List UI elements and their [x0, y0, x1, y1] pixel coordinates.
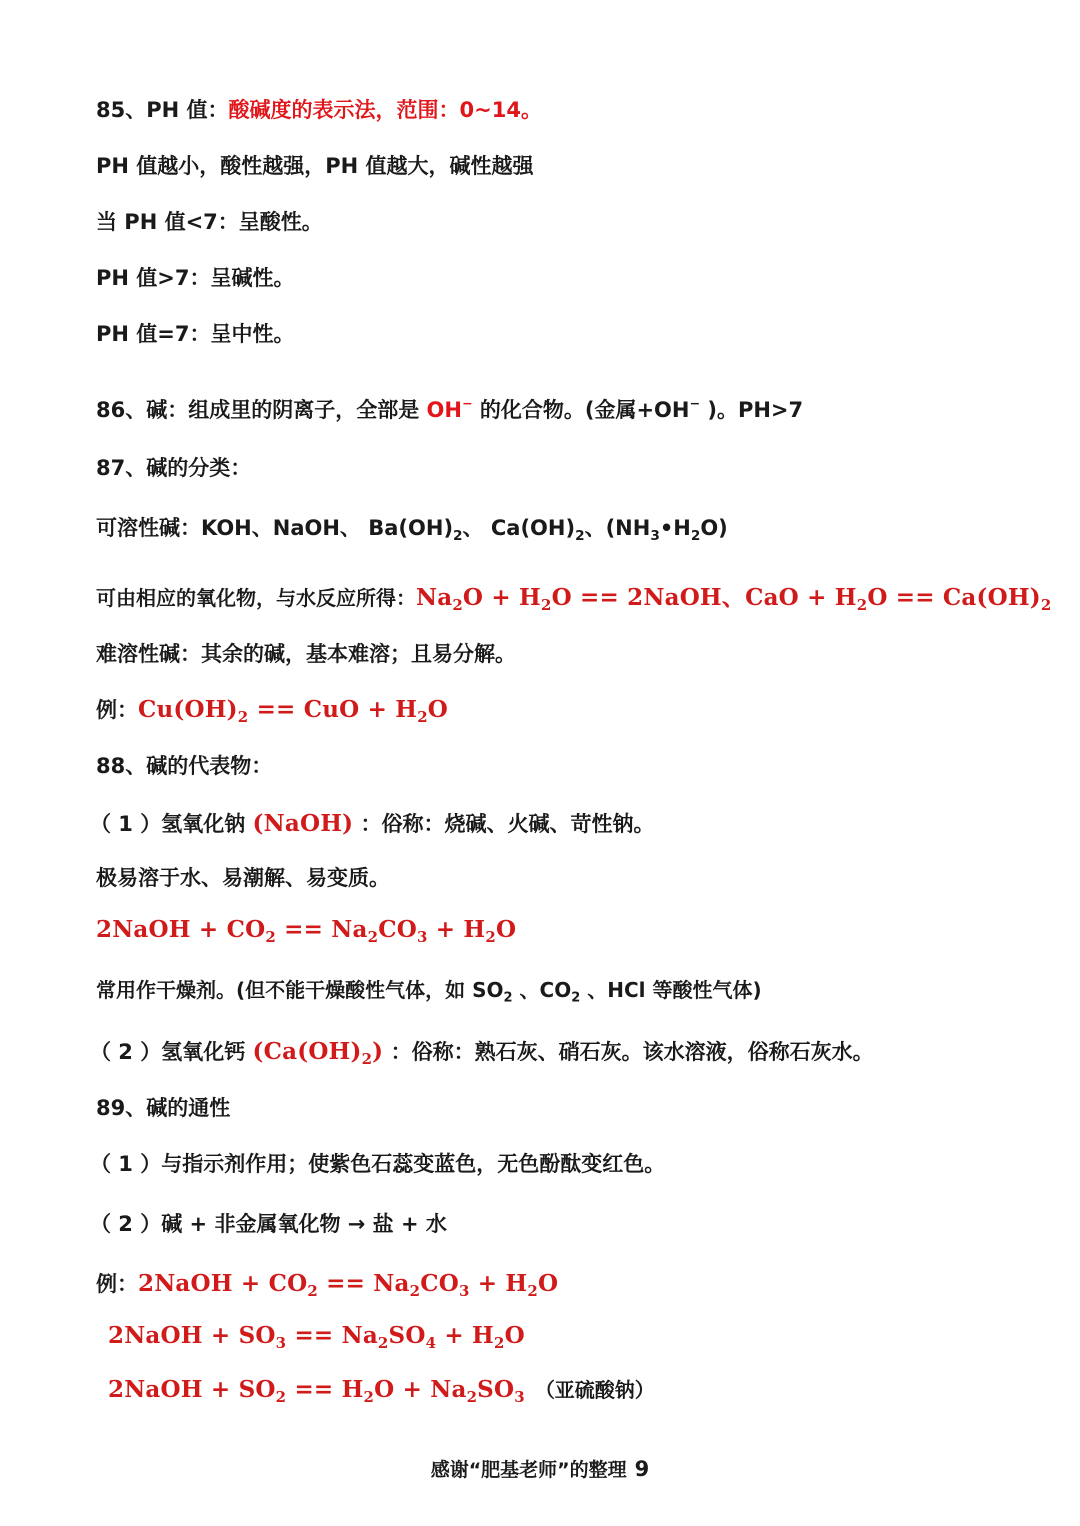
decomposition-example-line	[96, 696, 449, 727]
sodium-sulfite-note: （亚硫酸钠）	[534, 1378, 655, 1402]
naoh-common-names: ：俗称：烧碱、火碱、苛性钠。	[353, 812, 655, 836]
eq-part: == CuO + H	[248, 696, 418, 723]
page-number: 9	[634, 1457, 650, 1481]
eq-part: == H	[286, 1376, 364, 1403]
eq-part: O	[495, 916, 517, 943]
eq-part: == Na	[275, 916, 368, 943]
caoh-common-names: ：俗称：熟石灰、硝石灰。该水溶液，俗称石灰水。	[383, 1040, 874, 1064]
desiccant-line	[96, 978, 762, 1006]
subscript: 2	[453, 527, 463, 544]
subscript: 2	[856, 596, 868, 615]
eq-part: SO	[477, 1376, 515, 1403]
soluble-bases-text: •H	[659, 516, 691, 540]
eq-part: )	[372, 1038, 384, 1065]
eq-part: 2NaOH + CO	[138, 1270, 308, 1297]
eq-part: O + H	[462, 584, 541, 611]
caoh-formula	[252, 1038, 384, 1069]
example-equation-3	[108, 1376, 525, 1407]
subscript: 2	[409, 1282, 421, 1301]
ph-neutral-line: PH 值=7：呈中性。	[96, 322, 295, 346]
subscript: 2	[307, 1282, 318, 1301]
eq-part: CO	[420, 1270, 459, 1297]
ph-definition: 酸碱度的表示法，范围：0~14。	[228, 98, 542, 122]
subscript: 2	[503, 990, 513, 1006]
eq-part: 2NaOH + SO	[108, 1322, 276, 1349]
ph-trend-line: PH 值越小，酸性越强，PH 值越大，碱性越强	[96, 154, 534, 178]
eq-part: O	[537, 1270, 559, 1297]
item-86-middle-charge: −	[689, 395, 701, 411]
footer-credit: 感谢“肥基老师”的整理	[430, 1459, 627, 1481]
subscript: 2	[377, 1334, 389, 1353]
eq-part: (Ca(OH)	[252, 1038, 362, 1065]
oxide-reaction-equation	[416, 584, 1052, 615]
subscript: 2	[367, 928, 379, 947]
subscript: 3	[275, 1334, 287, 1353]
hydroxide-ion	[426, 395, 473, 422]
item-86-middle: 的化合物。(金属+OH	[472, 398, 690, 422]
hydroxide-ion-text: OH	[426, 398, 462, 422]
naoh-line	[90, 810, 655, 838]
ph-basic-line: PH 值>7：呈碱性。	[96, 266, 295, 290]
item-88-title: 88、碱的代表物：	[96, 754, 273, 778]
example-equation-1	[138, 1270, 559, 1301]
example-equation-2	[108, 1322, 525, 1353]
soluble-bases-text: 可溶性碱：KOH、NaOH、 Ba(OH)	[96, 516, 454, 540]
eq-part: O == Ca(OH)	[867, 584, 1041, 611]
subscript: 2	[540, 596, 552, 615]
subscript: 3	[458, 1282, 470, 1301]
eq-part: 2NaOH + CO	[96, 916, 266, 943]
indicator-property: （ 1 ）与指示剂作用；使紫色石蕊变蓝色，无色酚酞变红色。	[90, 1152, 666, 1176]
example-eq-3-line	[108, 1376, 655, 1407]
hydroxide-ion-charge: −	[461, 395, 473, 411]
item-86-prefix: 86、碱：组成里的阴离子，全部是	[96, 398, 427, 422]
ph-acidic-line: 当 PH 值<7：呈酸性。	[96, 210, 323, 234]
eq-part: == Na	[317, 1270, 410, 1297]
oxide-reaction-line	[96, 584, 1052, 615]
eq-part: CO	[378, 916, 417, 943]
eq-part: + H	[436, 1322, 494, 1349]
soluble-bases-text: O)	[700, 516, 728, 540]
eq-part: 2NaOH + SO	[108, 1376, 276, 1403]
subscript: 2	[571, 990, 581, 1006]
item-86-line	[96, 395, 804, 423]
decomposition-equation	[138, 696, 449, 727]
eq-part: Na	[416, 584, 453, 611]
subscript: 3	[650, 527, 660, 544]
eq-part: O	[504, 1322, 525, 1349]
subscript: 2	[275, 1388, 287, 1407]
example-label: 例：	[96, 698, 138, 722]
soluble-bases-line	[96, 516, 728, 544]
subscript: 2	[363, 1388, 375, 1407]
desiccant-text: 常用作干燥剂。(但不能干燥酸性气体，如 SO	[96, 978, 504, 1002]
subscript: 2	[1040, 596, 1052, 615]
naoh-formula: (NaOH)	[252, 810, 354, 837]
eq-part: + H	[469, 1270, 528, 1297]
subscript: 2	[493, 1334, 505, 1353]
subscript: 2	[265, 928, 276, 947]
desiccant-text: 、CO	[512, 978, 572, 1002]
subscript: 3	[416, 928, 428, 947]
subscript: 2	[575, 527, 585, 544]
subscript: 2	[452, 596, 463, 615]
desiccant-text: 、HCl 等酸性气体)	[580, 978, 762, 1002]
naoh-prefix: （ 1 ）氢氧化钠	[90, 812, 253, 836]
page-footer	[0, 1455, 1080, 1482]
eq-part: O	[427, 696, 449, 723]
naoh-co2-equation	[96, 916, 517, 947]
soluble-bases-text: 、 Ca(OH)	[462, 516, 576, 540]
subscript: 2	[417, 708, 428, 727]
item-85-heading	[96, 98, 542, 123]
oxide-reaction-label: 可由相应的氧化物，与水反应所得：	[96, 586, 416, 610]
eq-part: O == 2NaOH、CaO + H	[551, 584, 857, 611]
insoluble-bases-line: 难溶性碱：其余的碱，基本难溶；且易分解。	[96, 642, 516, 666]
eq-part: SO	[388, 1322, 426, 1349]
subscript: 2	[361, 1050, 373, 1069]
naoh-properties: 极易溶于水、易潮解、易变质。	[96, 866, 390, 890]
example-eq-1-line	[96, 1270, 559, 1301]
caoh-prefix: （ 2 ）氢氧化钙	[90, 1040, 253, 1064]
item-86-suffix: )。PH>7	[700, 398, 804, 422]
subscript: 2	[527, 1282, 538, 1301]
nonmetal-oxide-property: （ 2 ）碱 + 非金属氧化物 → 盐 + 水	[90, 1212, 447, 1236]
subscript: 2	[237, 708, 249, 727]
eq-part: == Na	[286, 1322, 378, 1349]
soluble-bases-text: 、(NH	[584, 516, 651, 540]
subscript: 2	[690, 527, 701, 544]
subscript: 4	[425, 1334, 437, 1353]
example-label: 例：	[96, 1272, 138, 1296]
subscript: 2	[466, 1388, 478, 1407]
item-85-label: 85、PH 值：	[96, 98, 229, 122]
item-87-title: 87、碱的分类：	[96, 456, 252, 480]
subscript: 2	[485, 928, 496, 947]
item-89-title: 89、碱的通性	[96, 1096, 231, 1120]
eq-part: Cu(OH)	[138, 696, 238, 723]
subscript: 3	[514, 1388, 525, 1407]
caoh-line	[90, 1038, 874, 1069]
eq-part: O + Na	[374, 1376, 467, 1403]
eq-part: + H	[427, 916, 486, 943]
